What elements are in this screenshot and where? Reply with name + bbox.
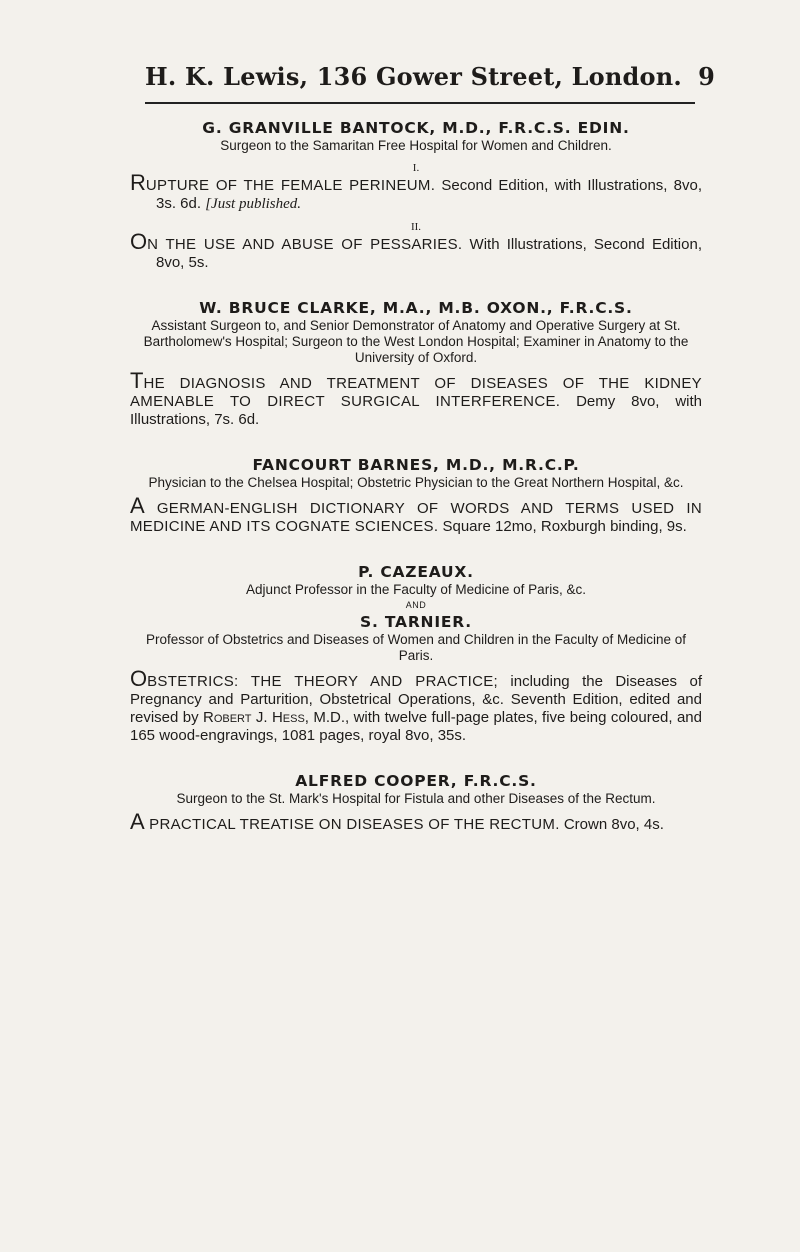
drop-cap: A	[130, 809, 145, 834]
work-numeral: II.	[410, 221, 422, 233]
book-title: N THE USE AND ABUSE OF PESSARIES.	[147, 236, 463, 253]
author-section-bantock	[130, 118, 702, 272]
book-details: , M.D., with twelve full-page plates, five being coloured, and 165 wood-engravings, 1081 pages, royal 8vo, 35s.	[130, 709, 702, 744]
book-entry	[130, 493, 702, 536]
author-section-cooper	[130, 771, 702, 834]
author-affiliation: Assistant Surgeon to, and Senior Demonstrator of Anatomy and Operative Surgery at St. Bartholomew's Hospital; Surgeon to the West London Hospital; Examiner in Anatomy to the University of Oxford.	[143, 318, 689, 365]
catalogue-body	[130, 118, 702, 834]
book-entry	[130, 809, 702, 834]
header-rule	[145, 102, 695, 104]
book-details: including the Diseases of Pregnancy and Parturition, Obstetrical Operations, &c. Seventh Edition, edited and revised by	[130, 673, 702, 726]
book-entry	[130, 666, 702, 745]
work-numeral: I.	[412, 162, 420, 174]
book-details: Square 12mo, Roxburgh binding, 9s.	[442, 518, 687, 535]
drop-cap: O	[130, 666, 148, 691]
book-entry	[130, 170, 702, 213]
book-title: HE DIAGNOSIS AND TREATMENT OF DISEASES OF THE KIDNEY AMENABLE TO DIRECT SURGICAL INTERFERENCE.	[130, 375, 702, 410]
author-name: G. GRANVILLE BANTOCK, M.D., F.R.C.S. EDIN.	[202, 119, 630, 137]
author-name: FANCOURT BARNES, M.D., M.R.C.P.	[252, 456, 580, 474]
author-affiliation: Surgeon to the St. Mark's Hospital for Fistula and other Diseases of the Rectum.	[176, 791, 656, 806]
book-title: PRACTICAL TREATISE ON DISEASES OF THE RECTUM.	[144, 816, 560, 833]
book-title: UPTURE OF THE FEMALE PERINEUM.	[145, 177, 436, 194]
book-entry	[130, 368, 702, 429]
author-affiliation: Physician to the Chelsea Hospital; Obstetric Physician to the Great Northern Hospital, &c.	[148, 475, 684, 490]
author-affiliation: Adjunct Professor in the Faculty of Medicine of Paris, &c.	[246, 582, 586, 597]
drop-cap: O	[130, 229, 148, 254]
book-details: Crown 8vo, 4s.	[563, 816, 664, 833]
author-section-cazeaux-tarnier	[130, 562, 702, 745]
author-name: ALFRED COOPER, F.R.C.S.	[295, 772, 537, 790]
drop-cap: A	[130, 493, 145, 518]
book-details: With Illustrations, Second Edition, 8vo, 5s.	[156, 236, 702, 271]
drop-cap: R	[130, 170, 146, 195]
author-name: W. BRUCE CLARKE, M.A., M.B. OXON., F.R.C.S.	[199, 299, 633, 317]
book-title: BSTETRICS: THE THEORY AND PRACTICE;	[147, 673, 498, 690]
running-header	[145, 62, 715, 91]
book-details: Demy 8vo, with Illustrations, 7s. 6d.	[130, 393, 702, 428]
publisher-address: H. K. Lewis, 136 Gower Street, London.	[145, 62, 682, 91]
publication-note: [Just published.	[205, 196, 302, 212]
author-connector: AND	[405, 600, 427, 610]
book-title: GERMAN-ENGLISH DICTIONARY OF WORDS AND TERMS USED IN MEDICINE AND ITS COGNATE SCIENCES.	[130, 500, 702, 535]
book-details: Second Edition, with Illustrations, 8vo, 3s. 6d.	[156, 177, 702, 212]
author-name: P. CAZEAUX.	[358, 563, 474, 581]
author-affiliation: Professor of Obstetrics and Diseases of Women and Children in the Faculty of Medicine of Paris.	[145, 632, 686, 663]
drop-cap: T	[130, 368, 144, 393]
author-section-clarke	[130, 298, 702, 429]
author-affiliation: Surgeon to the Samaritan Free Hospital for Women and Children.	[220, 138, 612, 153]
editor-name: Robert J. Hess	[202, 709, 305, 726]
author-section-barnes	[130, 455, 702, 536]
page-number: 9	[698, 62, 715, 91]
author-name: S. TARNIER.	[360, 613, 472, 631]
book-entry	[130, 229, 702, 272]
